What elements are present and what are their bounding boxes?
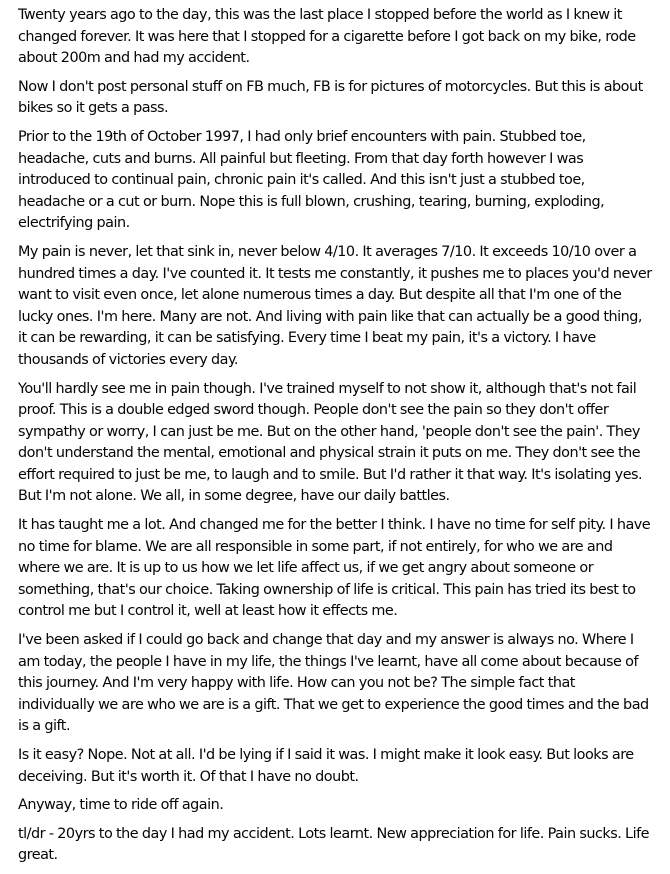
post-paragraph-10: tl/dr - 20yrs to the day I had my accident. Lots learnt. New appreciation for life. Pain sucks. Life great.	[18, 825, 649, 864]
post-paragraph-4: My pain is never, let that sink in, never below 4/10. It averages 7/10. It exceeds 10/10 over a hundred times a day. I've counted it. It tests me constantly, it pushes me to places you'd never want to visit even once, let alone numerous times a day. But despite all that I'm one of the lucky ones. I'm here. Many are not. And living with pain like that can actually be a good thing, it can be rewarding, it can be satisfying. Every time I beat my pain, it's a victory. I have thousands of victories every day.	[18, 243, 652, 368]
post-paragraph-1: Twenty years ago to the day, this was the last place I stopped before the world as I knew it changed forever. It was here that I stopped for a cigarette before I got back on my bike, rode about 200m and had my accident.	[18, 7, 636, 67]
post-paragraph-5: You'll hardly see me in pain though. I've trained myself to not show it, although that's not fail proof. This is a double edged sword though. People don't see the pain so they don't offer sympathy or worry, I can just be me. But on the other hand, 'people don't see the pain'. They don't understand the mental, emotional and physical strain it puts on me. They don't see the effort required to just be me, to laugh and to smile. But I'd rather it that way. It's isolating yes. But I'm not alone. We all, in some degree, have our daily battles.	[18, 380, 643, 505]
post-paragraph-8: Is it easy? Nope. Not at all. I'd be lying if I said it was. I might make it look easy. But looks are deceiving. But it's worth it. Of that I have no doubt.	[18, 747, 634, 785]
post-paragraph-3: Prior to the 19th of October 1997, I had only brief encounters with pain. Stubbed toe, headache, cuts and burns. All painful but fleeting. From that day forth however I was introduced to continual pain, chronic pain it's called. And this isn't just a stubbed toe, headache or a cut or burn. Nope this is full blown, crushing, tearing, burning, exploding, electrifying pain.	[18, 128, 605, 232]
post-paragraph-9: Anyway, time to ride off again.	[18, 797, 224, 814]
post-paragraph-2: Now I don't post personal stuff on FB much, FB is for pictures of motorcycles. But this is about bikes so it gets a pass.	[18, 78, 643, 117]
post-paragraph-6: It has taught me a lot. And changed me for the better I think. I have no time for self pity. I have no time for blame. We are all responsible in some part, if not entirely, for who we are and where we are. It is up to us how we let life affect us, if we get angry about someone or something, that's our choice. Taking ownership of life is critical. This pain has tried its best to control me but I control it, well at least how it effects me.	[18, 517, 651, 620]
post-paragraph-7: I've been asked if I could go back and change that day and my answer is always no. Where I am today, the people I have in my life, the things I've learnt, have all come about because of this journey. And I'm very happy with life. How can you not be? The simple fact that individually we are who we are is a gift. That we get to experience the good times and the bad is a gift.	[18, 632, 649, 735]
